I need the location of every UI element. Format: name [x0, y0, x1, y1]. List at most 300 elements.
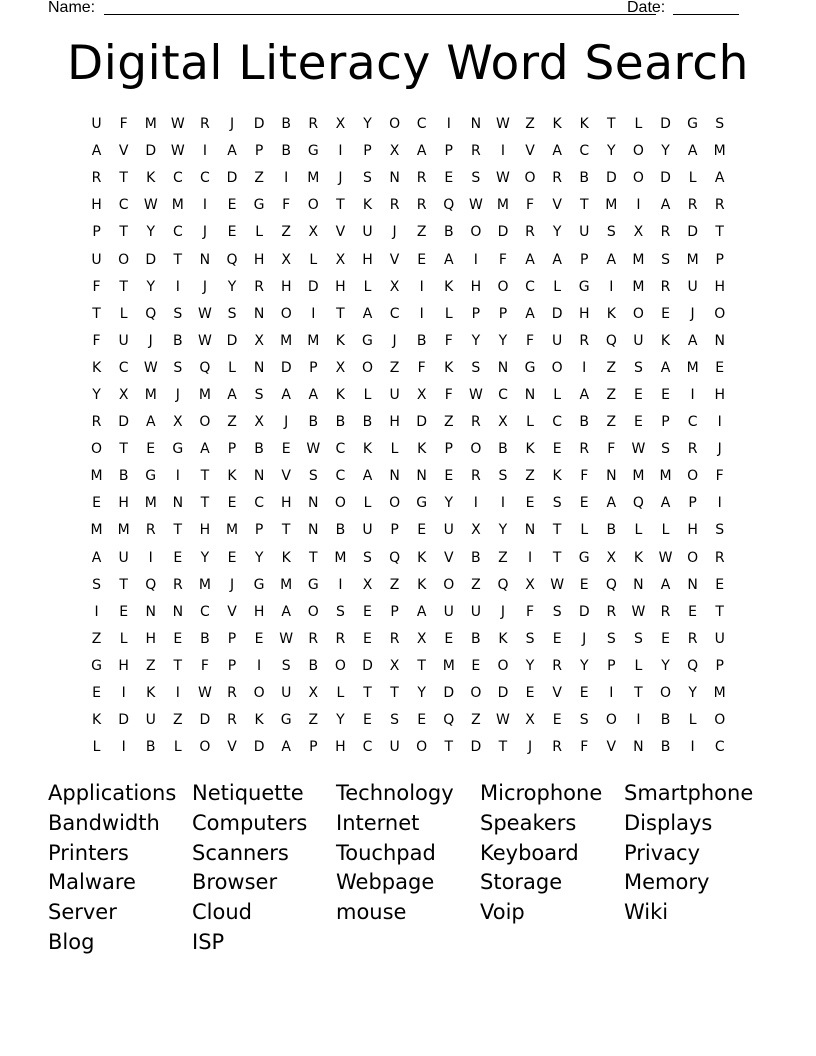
- grid-cell: U: [714, 630, 725, 647]
- grid-cell: F: [444, 386, 453, 403]
- grid-cell: A: [687, 143, 698, 160]
- grid-cell: M: [632, 278, 645, 295]
- grid-cell: N: [524, 386, 536, 403]
- grid-cell: K: [227, 468, 237, 485]
- grid-cell: E: [363, 603, 372, 620]
- grid-cell: R: [308, 630, 319, 647]
- grid-cell: M: [198, 386, 211, 403]
- grid-cell: Y: [146, 224, 156, 241]
- grid-cell: R: [335, 630, 346, 647]
- grid-cell: M: [713, 685, 726, 702]
- grid-cell: Y: [661, 657, 670, 674]
- grid-cell: P: [390, 603, 399, 620]
- grid-cell: E: [579, 576, 589, 593]
- grid-cell: F: [92, 332, 101, 349]
- grid-cell: V: [443, 549, 454, 566]
- grid-cell: T: [119, 576, 128, 593]
- grid-row: [83, 274, 735, 301]
- grid-cell: O: [334, 495, 346, 512]
- grid-cell: O: [443, 576, 455, 593]
- word-bank-column: [624, 779, 768, 958]
- grid-cell: P: [444, 143, 453, 160]
- grid-row: [83, 111, 735, 138]
- grid-cell: D: [226, 170, 238, 187]
- grid-cell: P: [227, 441, 237, 458]
- grid-cell: K: [362, 441, 373, 458]
- grid-cell: E: [227, 549, 237, 566]
- grid-cell: I: [175, 278, 180, 295]
- word-bank-item: Server: [48, 900, 117, 925]
- grid-cell: R: [660, 603, 671, 620]
- grid-cell: F: [200, 657, 209, 674]
- grid-cell: R: [660, 224, 671, 241]
- grid-cell: L: [634, 116, 643, 133]
- grid-cell: S: [552, 603, 562, 620]
- grid-cell: K: [146, 685, 156, 702]
- grid-cell: N: [714, 332, 725, 349]
- grid-cell: M: [686, 251, 699, 268]
- grid-cell: U: [118, 549, 129, 566]
- grid-cell: N: [389, 170, 400, 187]
- grid-cell: A: [227, 386, 237, 403]
- grid-cell: T: [119, 224, 128, 241]
- grid-cell: X: [118, 386, 129, 403]
- grid-cell: O: [307, 603, 319, 620]
- grid-row: [83, 219, 735, 246]
- grid-cell: K: [254, 712, 264, 729]
- grid-cell: I: [121, 685, 126, 702]
- word-bank-item: Privacy: [624, 840, 701, 865]
- grid-cell: X: [308, 224, 319, 241]
- grid-cell: F: [715, 468, 724, 485]
- grid-cell: T: [715, 603, 724, 620]
- grid-cell: X: [335, 251, 346, 268]
- grid-cell: M: [280, 576, 293, 593]
- grid-cell: S: [606, 630, 616, 647]
- grid-cell: E: [444, 170, 454, 187]
- grid-cell: Z: [525, 116, 535, 133]
- grid-cell: E: [146, 441, 156, 458]
- grid-cell: K: [281, 549, 291, 566]
- grid-cell: P: [471, 305, 481, 322]
- grid-cell: H: [687, 522, 698, 539]
- grid-cell: P: [254, 143, 264, 160]
- grid-cell: D: [660, 116, 671, 133]
- grid-cell: E: [92, 685, 101, 702]
- word-bank-item: mouse: [336, 900, 407, 925]
- grid-cell: O: [497, 278, 509, 295]
- word-bank-item: Computers: [192, 810, 308, 835]
- grid-cell: E: [227, 495, 237, 512]
- grid-cell: P: [227, 630, 237, 647]
- grid-cell: R: [470, 468, 481, 485]
- grid-cell: L: [634, 522, 643, 539]
- grid-cell: I: [690, 739, 695, 756]
- grid-cell: W: [279, 630, 294, 647]
- grid-cell: W: [198, 332, 212, 349]
- grid-cell: R: [200, 116, 210, 133]
- grid-cell: K: [335, 332, 345, 349]
- grid-cell: N: [524, 522, 536, 539]
- grid-row: [83, 246, 735, 273]
- grid-cell: Y: [146, 278, 156, 295]
- grid-row: [83, 517, 735, 544]
- grid-cell: J: [148, 332, 153, 349]
- grid-cell: I: [446, 116, 451, 133]
- grid-cell: X: [525, 576, 535, 593]
- grid-cell: D: [687, 224, 698, 241]
- grid-cell: F: [498, 251, 507, 268]
- grid-cell: X: [633, 224, 644, 241]
- grid-cell: Y: [254, 549, 264, 566]
- grid-cell: I: [473, 495, 478, 512]
- grid-cell: Q: [605, 332, 617, 349]
- word-bank-column: [336, 779, 480, 958]
- grid-cell: C: [362, 739, 373, 756]
- header-row: [48, 0, 748, 20]
- grid-cell: L: [526, 414, 534, 431]
- grid-cell: R: [91, 414, 102, 431]
- grid-cell: T: [579, 197, 589, 214]
- grid-cell: K: [444, 359, 454, 376]
- grid-cell: R: [227, 685, 237, 702]
- grid-cell: N: [308, 495, 319, 512]
- grid-cell: S: [227, 305, 237, 322]
- word-bank-item: Touchpad: [336, 840, 436, 865]
- grid-cell: O: [389, 495, 401, 512]
- grid-cell: K: [362, 197, 373, 214]
- grid-cell: W: [306, 441, 321, 458]
- grid-cell: I: [500, 143, 506, 160]
- grid-row: [83, 138, 735, 165]
- grid-cell: M: [713, 143, 726, 160]
- grid-cell: R: [389, 630, 400, 647]
- grid-cell: U: [362, 522, 373, 539]
- grid-cell: J: [202, 278, 207, 295]
- grid-cell: L: [553, 278, 562, 295]
- grid-cell: Q: [145, 576, 157, 593]
- grid-cell: I: [473, 251, 478, 268]
- grid-cell: M: [442, 657, 455, 674]
- grid-cell: Z: [308, 712, 319, 729]
- grid-cell: N: [145, 603, 156, 620]
- grid-cell: L: [634, 657, 643, 674]
- grid-cell: K: [417, 441, 427, 458]
- grid-cell: Y: [688, 685, 697, 702]
- grid-cell: R: [254, 278, 264, 295]
- grid-cell: Z: [389, 576, 400, 593]
- grid-cell: E: [417, 251, 427, 268]
- grid-cell: I: [257, 657, 262, 674]
- grid-cell: U: [687, 278, 698, 295]
- grid-cell: M: [144, 116, 157, 133]
- grid-cell: B: [335, 522, 346, 539]
- grid-cell: A: [362, 468, 373, 485]
- grid-cell: X: [389, 657, 400, 674]
- grid-cell: Z: [173, 712, 183, 729]
- grid-cell: K: [633, 549, 644, 566]
- grid-cell: P: [444, 441, 453, 458]
- grid-cell: I: [148, 549, 153, 566]
- grid-cell: U: [362, 224, 373, 241]
- grid-cell: S: [281, 657, 291, 674]
- word-bank-item: Browser: [192, 870, 278, 895]
- grid-cell: Z: [498, 549, 508, 566]
- grid-cell: O: [605, 712, 617, 729]
- grid-cell: C: [172, 224, 183, 241]
- grid-cell: T: [281, 522, 291, 539]
- grid-cell: L: [119, 305, 128, 322]
- grid-cell: J: [284, 414, 289, 431]
- grid-cell: B: [498, 441, 508, 458]
- grid-cell: I: [202, 197, 207, 214]
- grid-cell: E: [525, 685, 535, 702]
- grid-cell: O: [334, 657, 346, 674]
- grid-cell: Q: [497, 576, 509, 593]
- grid-cell: Y: [444, 495, 454, 512]
- word-bank: [48, 779, 768, 958]
- grid-cell: X: [362, 576, 373, 593]
- grid-cell: E: [688, 603, 698, 620]
- grid-cell: N: [199, 251, 211, 268]
- grid-cell: N: [308, 522, 319, 539]
- grid-row: [83, 382, 735, 409]
- grid-cell: W: [631, 441, 646, 458]
- grid-cell: T: [634, 685, 643, 702]
- word-bank-item: Bandwidth: [48, 810, 160, 835]
- grid-cell: X: [498, 414, 508, 431]
- grid-cell: S: [471, 359, 481, 376]
- grid-cell: U: [91, 116, 102, 133]
- grid-cell: S: [335, 603, 345, 620]
- grid-cell: E: [444, 468, 454, 485]
- grid-cell: A: [416, 603, 427, 620]
- grid-cell: R: [470, 143, 481, 160]
- grid-cell: D: [199, 712, 211, 729]
- grid-cell: L: [363, 386, 372, 403]
- grid-cell: A: [606, 251, 617, 268]
- grid-cell: B: [579, 414, 590, 431]
- word-bank-item: Webpage: [336, 870, 435, 895]
- grid-row: [83, 355, 735, 382]
- grid-cell: N: [172, 495, 184, 512]
- grid-cell: R: [145, 522, 156, 539]
- grid-cell: R: [308, 116, 319, 133]
- grid-cell: R: [172, 576, 183, 593]
- grid-cell: A: [200, 441, 210, 458]
- grid-cell: N: [253, 305, 265, 322]
- grid-cell: I: [527, 549, 533, 566]
- grid-cell: S: [390, 712, 400, 729]
- grid-cell: R: [687, 630, 698, 647]
- grid-cell: V: [118, 143, 129, 160]
- grid-cell: H: [335, 278, 346, 295]
- word-bank-item: Technology: [336, 781, 454, 805]
- grid-row: [83, 572, 735, 599]
- grid-cell: A: [687, 332, 698, 349]
- grid-cell: E: [715, 576, 725, 593]
- grid-cell: D: [497, 685, 509, 702]
- grid-cell: I: [311, 305, 316, 322]
- grid-cell: C: [579, 143, 590, 160]
- grid-cell: U: [443, 603, 454, 620]
- grid-cell: O: [280, 305, 292, 322]
- grid-row: [83, 653, 735, 680]
- grid-cell: J: [202, 224, 207, 241]
- grid-cell: G: [253, 197, 265, 214]
- grid-cell: E: [173, 549, 183, 566]
- grid-row: [83, 680, 735, 707]
- grid-cell: K: [552, 116, 562, 133]
- grid-cell: Z: [145, 657, 156, 674]
- grid-cell: J: [175, 386, 180, 403]
- grid-cell: C: [254, 495, 264, 512]
- grid-cell: T: [552, 549, 562, 566]
- grid-cell: O: [687, 549, 699, 566]
- grid-cell: P: [661, 414, 670, 431]
- grid-cell: K: [552, 468, 562, 485]
- grid-cell: Z: [227, 414, 237, 431]
- grid-cell: P: [309, 739, 318, 756]
- grid-cell: C: [416, 116, 427, 133]
- grid-cell: I: [717, 495, 722, 512]
- grid-cell: J: [338, 170, 343, 187]
- grid-cell: O: [632, 170, 644, 187]
- grid-cell: N: [253, 468, 265, 485]
- grid-cell: C: [118, 197, 129, 214]
- grid-cell: H: [578, 305, 590, 322]
- grid-cell: E: [633, 414, 643, 431]
- grid-cell: P: [498, 305, 508, 322]
- grid-cell: A: [227, 143, 237, 160]
- grid-cell: K: [417, 576, 427, 593]
- grid-cell: F: [444, 332, 453, 349]
- grid-cell: G: [416, 495, 428, 512]
- grid-cell: B: [118, 468, 129, 485]
- grid-cell: A: [579, 386, 590, 403]
- grid-cell: G: [253, 576, 265, 593]
- grid-cell: M: [90, 522, 103, 539]
- grid-cell: V: [552, 685, 562, 702]
- grid-cell: L: [390, 441, 399, 458]
- grid-cell: M: [686, 359, 699, 376]
- grid-cell: A: [552, 143, 562, 160]
- grid-cell: B: [200, 630, 210, 647]
- grid-cell: M: [496, 197, 509, 214]
- grid-row: [83, 599, 735, 626]
- grid-cell: L: [173, 739, 182, 756]
- grid-cell: Y: [363, 116, 372, 133]
- grid-cell: J: [229, 576, 235, 593]
- grid-cell: I: [690, 386, 695, 403]
- grid-cell: B: [471, 549, 481, 566]
- grid-cell: B: [145, 739, 156, 756]
- grid-cell: D: [470, 739, 482, 756]
- grid-cell: H: [118, 657, 129, 674]
- grid-cell: D: [118, 414, 130, 431]
- grid-cell: B: [660, 739, 671, 756]
- grid-cell: G: [578, 549, 590, 566]
- grid-cell: A: [362, 305, 373, 322]
- grid-cell: D: [280, 359, 292, 376]
- grid-cell: R: [687, 197, 698, 214]
- grid-cell: X: [254, 332, 264, 349]
- grid-cell: O: [551, 359, 563, 376]
- grid-cell: E: [661, 305, 670, 322]
- grid-cell: N: [606, 468, 617, 485]
- grid-cell: M: [307, 332, 320, 349]
- grid-cell: U: [579, 224, 590, 241]
- grid-cell: S: [606, 224, 616, 241]
- grid-cell: M: [144, 386, 157, 403]
- grid-cell: D: [118, 712, 130, 729]
- grid-cell: W: [170, 116, 185, 133]
- grid-cell: Q: [389, 549, 401, 566]
- grid-cell: E: [281, 441, 291, 458]
- grid-row: [83, 328, 735, 355]
- grid-cell: X: [389, 278, 400, 295]
- grid-cell: G: [91, 657, 102, 674]
- grid-cell: F: [526, 603, 535, 620]
- grid-cell: R: [579, 332, 590, 349]
- grid-cell: Z: [416, 224, 427, 241]
- grid-cell: A: [145, 414, 156, 431]
- grid-cell: A: [308, 386, 319, 403]
- grid-cell: X: [335, 359, 346, 376]
- grid-cell: N: [633, 739, 644, 756]
- grid-cell: N: [172, 603, 184, 620]
- grid-cell: Q: [687, 657, 699, 674]
- grid-cell: L: [363, 278, 372, 295]
- grid-cell: R: [470, 414, 481, 431]
- grid-cell: X: [389, 143, 400, 160]
- grid-cell: U: [443, 522, 454, 539]
- grid-cell: N: [416, 468, 427, 485]
- grid-cell: R: [525, 224, 535, 241]
- grid-row: [83, 192, 735, 219]
- grid-cell: W: [496, 712, 510, 729]
- grid-cell: O: [714, 712, 726, 729]
- grid-cell: Y: [471, 332, 481, 349]
- grid-cell: X: [254, 414, 264, 431]
- grid-cell: K: [335, 386, 345, 403]
- grid-cell: E: [254, 630, 264, 647]
- grid-cell: Z: [443, 414, 454, 431]
- word-bank-item: Blog: [48, 929, 95, 954]
- word-bank-item: Smartphone: [624, 781, 754, 805]
- grid-cell: R: [714, 549, 725, 566]
- grid-cell: E: [525, 495, 535, 512]
- grid-cell: L: [255, 224, 264, 241]
- grid-cell: B: [660, 712, 671, 729]
- grid-cell: I: [202, 143, 207, 160]
- grid-cell: Y: [498, 332, 508, 349]
- grid-cell: D: [253, 739, 265, 756]
- grid-cell: D: [362, 657, 373, 674]
- grid-cell: L: [228, 359, 236, 376]
- grid-cell: L: [661, 522, 670, 539]
- grid-cell: W: [468, 386, 483, 403]
- grid-cell: D: [551, 305, 563, 322]
- grid-cell: U: [552, 332, 563, 349]
- grid-cell: H: [470, 278, 482, 295]
- grid-cell: U: [281, 685, 292, 702]
- grid-cell: W: [658, 549, 673, 566]
- grid-cell: T: [363, 685, 372, 702]
- grid-cell: W: [631, 603, 646, 620]
- grid-cell: N: [687, 576, 698, 593]
- grid-cell: O: [91, 441, 103, 458]
